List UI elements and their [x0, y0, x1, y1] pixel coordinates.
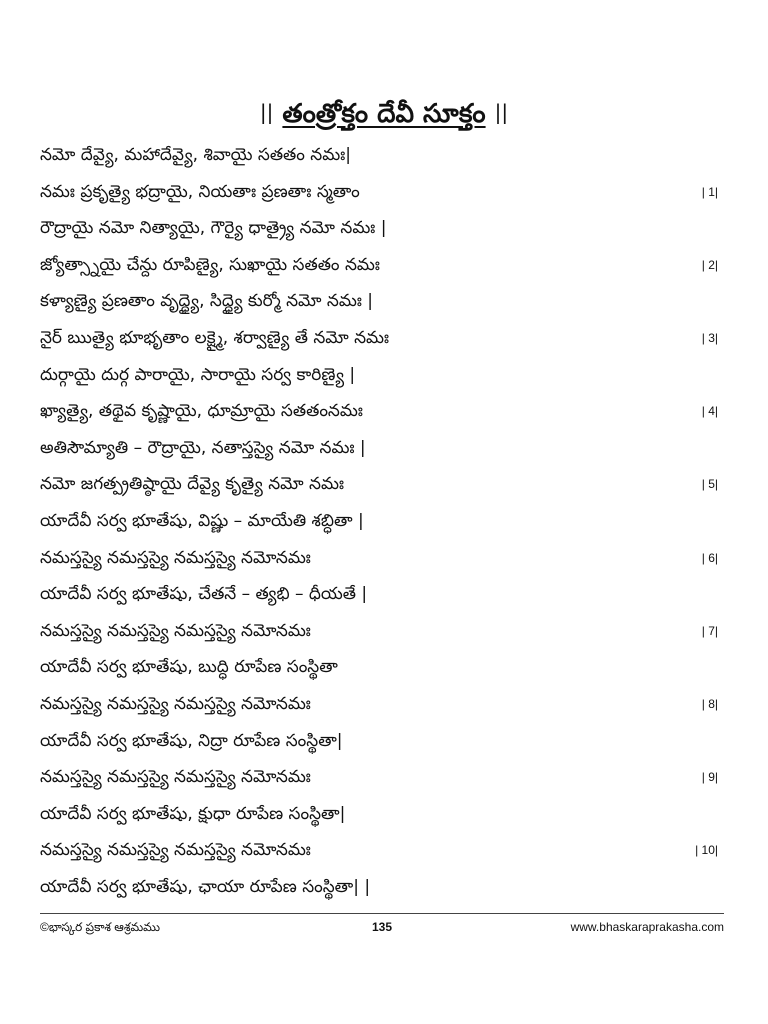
verse-text: నమస్తస్యై నమస్తస్యై నమస్తస్యై నమోనమః: [40, 693, 311, 714]
verse-number: | 1|: [701, 184, 718, 199]
verse-text: నమో దేవ్యై, మహాదేవ్యై, శివాయై సతతం నమః|: [40, 145, 351, 165]
verse-line: [40, 430, 718, 467]
footer-divider: [40, 913, 724, 914]
verse-text: యాదేవీ సర్వ భూతేషు, క్షుధా రూపేణ సంస్థితా|: [40, 803, 346, 824]
verse-line: [40, 613, 718, 650]
verse-line: [40, 210, 718, 247]
verse-text: రౌద్రాయై నమో నిత్యాయై, గౌర్యై ధాత్ర్యై నమో నమః |: [40, 218, 387, 239]
verse-text: ఖ్యాత్యై, తథైవ కృష్ణాయై, ధూమ్రాయై సతతంనమః: [40, 401, 363, 422]
verse-line: [40, 466, 718, 503]
verse-line: [40, 576, 718, 613]
verse-text: దుర్గాయై దుర్గ పారాయై, సారాయై సర్వ కారిణ్యై |: [40, 364, 356, 385]
page-title: [0, 92, 768, 134]
verse-number: | 10|: [695, 843, 718, 858]
verse-number: | 2|: [701, 257, 718, 272]
verse-text: యాదేవీ సర్వ భూతేషు, విష్ణు – మాయేతి శబ్ధితా |: [40, 510, 364, 531]
verse-text: నైర్ ఋత్యై భూభృతాం లక్ష్మై, శర్వాణ్యై తే నమో నమః: [40, 327, 390, 348]
verse-number: | 5|: [701, 477, 718, 492]
verse-line: [40, 649, 718, 686]
verse-text: నమస్తస్యై నమస్తస్యై నమస్తస్యై నమోనమః: [40, 547, 311, 568]
verse-number: | 3|: [701, 330, 718, 345]
verse-line: [40, 503, 718, 540]
verse-text: నమస్తస్యై నమస్తస్యై నమస్తస్యై నమోనమః: [40, 840, 311, 861]
verse-line: [40, 283, 718, 320]
verse-line: [40, 796, 718, 833]
verse-line: [40, 247, 718, 284]
verse-text: నమస్తస్యై నమస్తస్యై నమస్తస్యై నమోనమః: [40, 620, 311, 641]
verse-line: [40, 137, 718, 174]
verse-line: [40, 174, 718, 211]
footer-copyright: ©భాస్కర ప్రకాశ ఆశ్రమము: [40, 920, 161, 934]
verse-text: యాదేవీ సర్వ భూతేషు, బుద్ధి రూపేణ సంస్థితా: [40, 657, 338, 678]
verse-number: | 7|: [701, 623, 718, 638]
verse-text: జ్యోత్స్నాయై చేన్దు రూపిణ్యై, సుఖాయై సతతం నమః: [40, 254, 380, 275]
title-suffix: ||: [494, 100, 509, 124]
footer-website: www.bhaskaraprakasha.com: [570, 920, 724, 934]
verse-number: | 6|: [701, 550, 718, 565]
verse-line: [40, 320, 718, 357]
verse-text: నమో జగత్ప్రతిష్ఠాయై దేవ్యై కృత్యై నమో నమః: [40, 474, 344, 495]
verse-text: కళ్యాణ్యై ప్రణతాం వృద్ధ్యై, సిద్ధ్యై కుర్మో నమో నమః |: [40, 291, 373, 312]
verse-number: | 9|: [701, 770, 718, 785]
verse-text: యాదేవీ సర్వ భూతేషు, నిద్రా రూపేణ సంస్థితా|: [40, 730, 343, 751]
verse-number: | 4|: [701, 404, 718, 419]
verse-line: [40, 393, 718, 430]
verse-line: [40, 540, 718, 577]
verse-list: [40, 137, 718, 905]
verse-text: నమస్తస్యై నమస్తస్యై నమస్తస్యై నమోనమః: [40, 767, 311, 788]
page-number: 135: [371, 920, 393, 934]
title-text: తంత్రోక్తం దేవీ సూక్తం: [282, 99, 486, 129]
verse-number: | 8|: [701, 696, 718, 711]
verse-line: [40, 723, 718, 760]
title-prefix: ||: [259, 100, 274, 124]
verse-line: [40, 759, 718, 796]
verse-line: [40, 832, 718, 869]
verse-text: యాదేవీ సర్వ భూతేషు, చేతనే – త్యభి – ధీయతే |: [40, 584, 368, 605]
verse-line: [40, 686, 718, 723]
verse-text: నమః ప్రకృత్యై భద్రాయై, నియతాః ప్రణతాః స్మతాం: [40, 181, 360, 202]
verse-text: యాదేవీ సర్వ భూతేషు, ఛాయా రూపేణ సంస్థితా| |: [40, 876, 371, 897]
verse-line: [40, 357, 718, 394]
verse-line: [40, 869, 718, 906]
verse-text: అతిసౌమ్యాతి – రౌద్రాయై, నతాస్తస్యై నమో నమః |: [40, 437, 366, 458]
